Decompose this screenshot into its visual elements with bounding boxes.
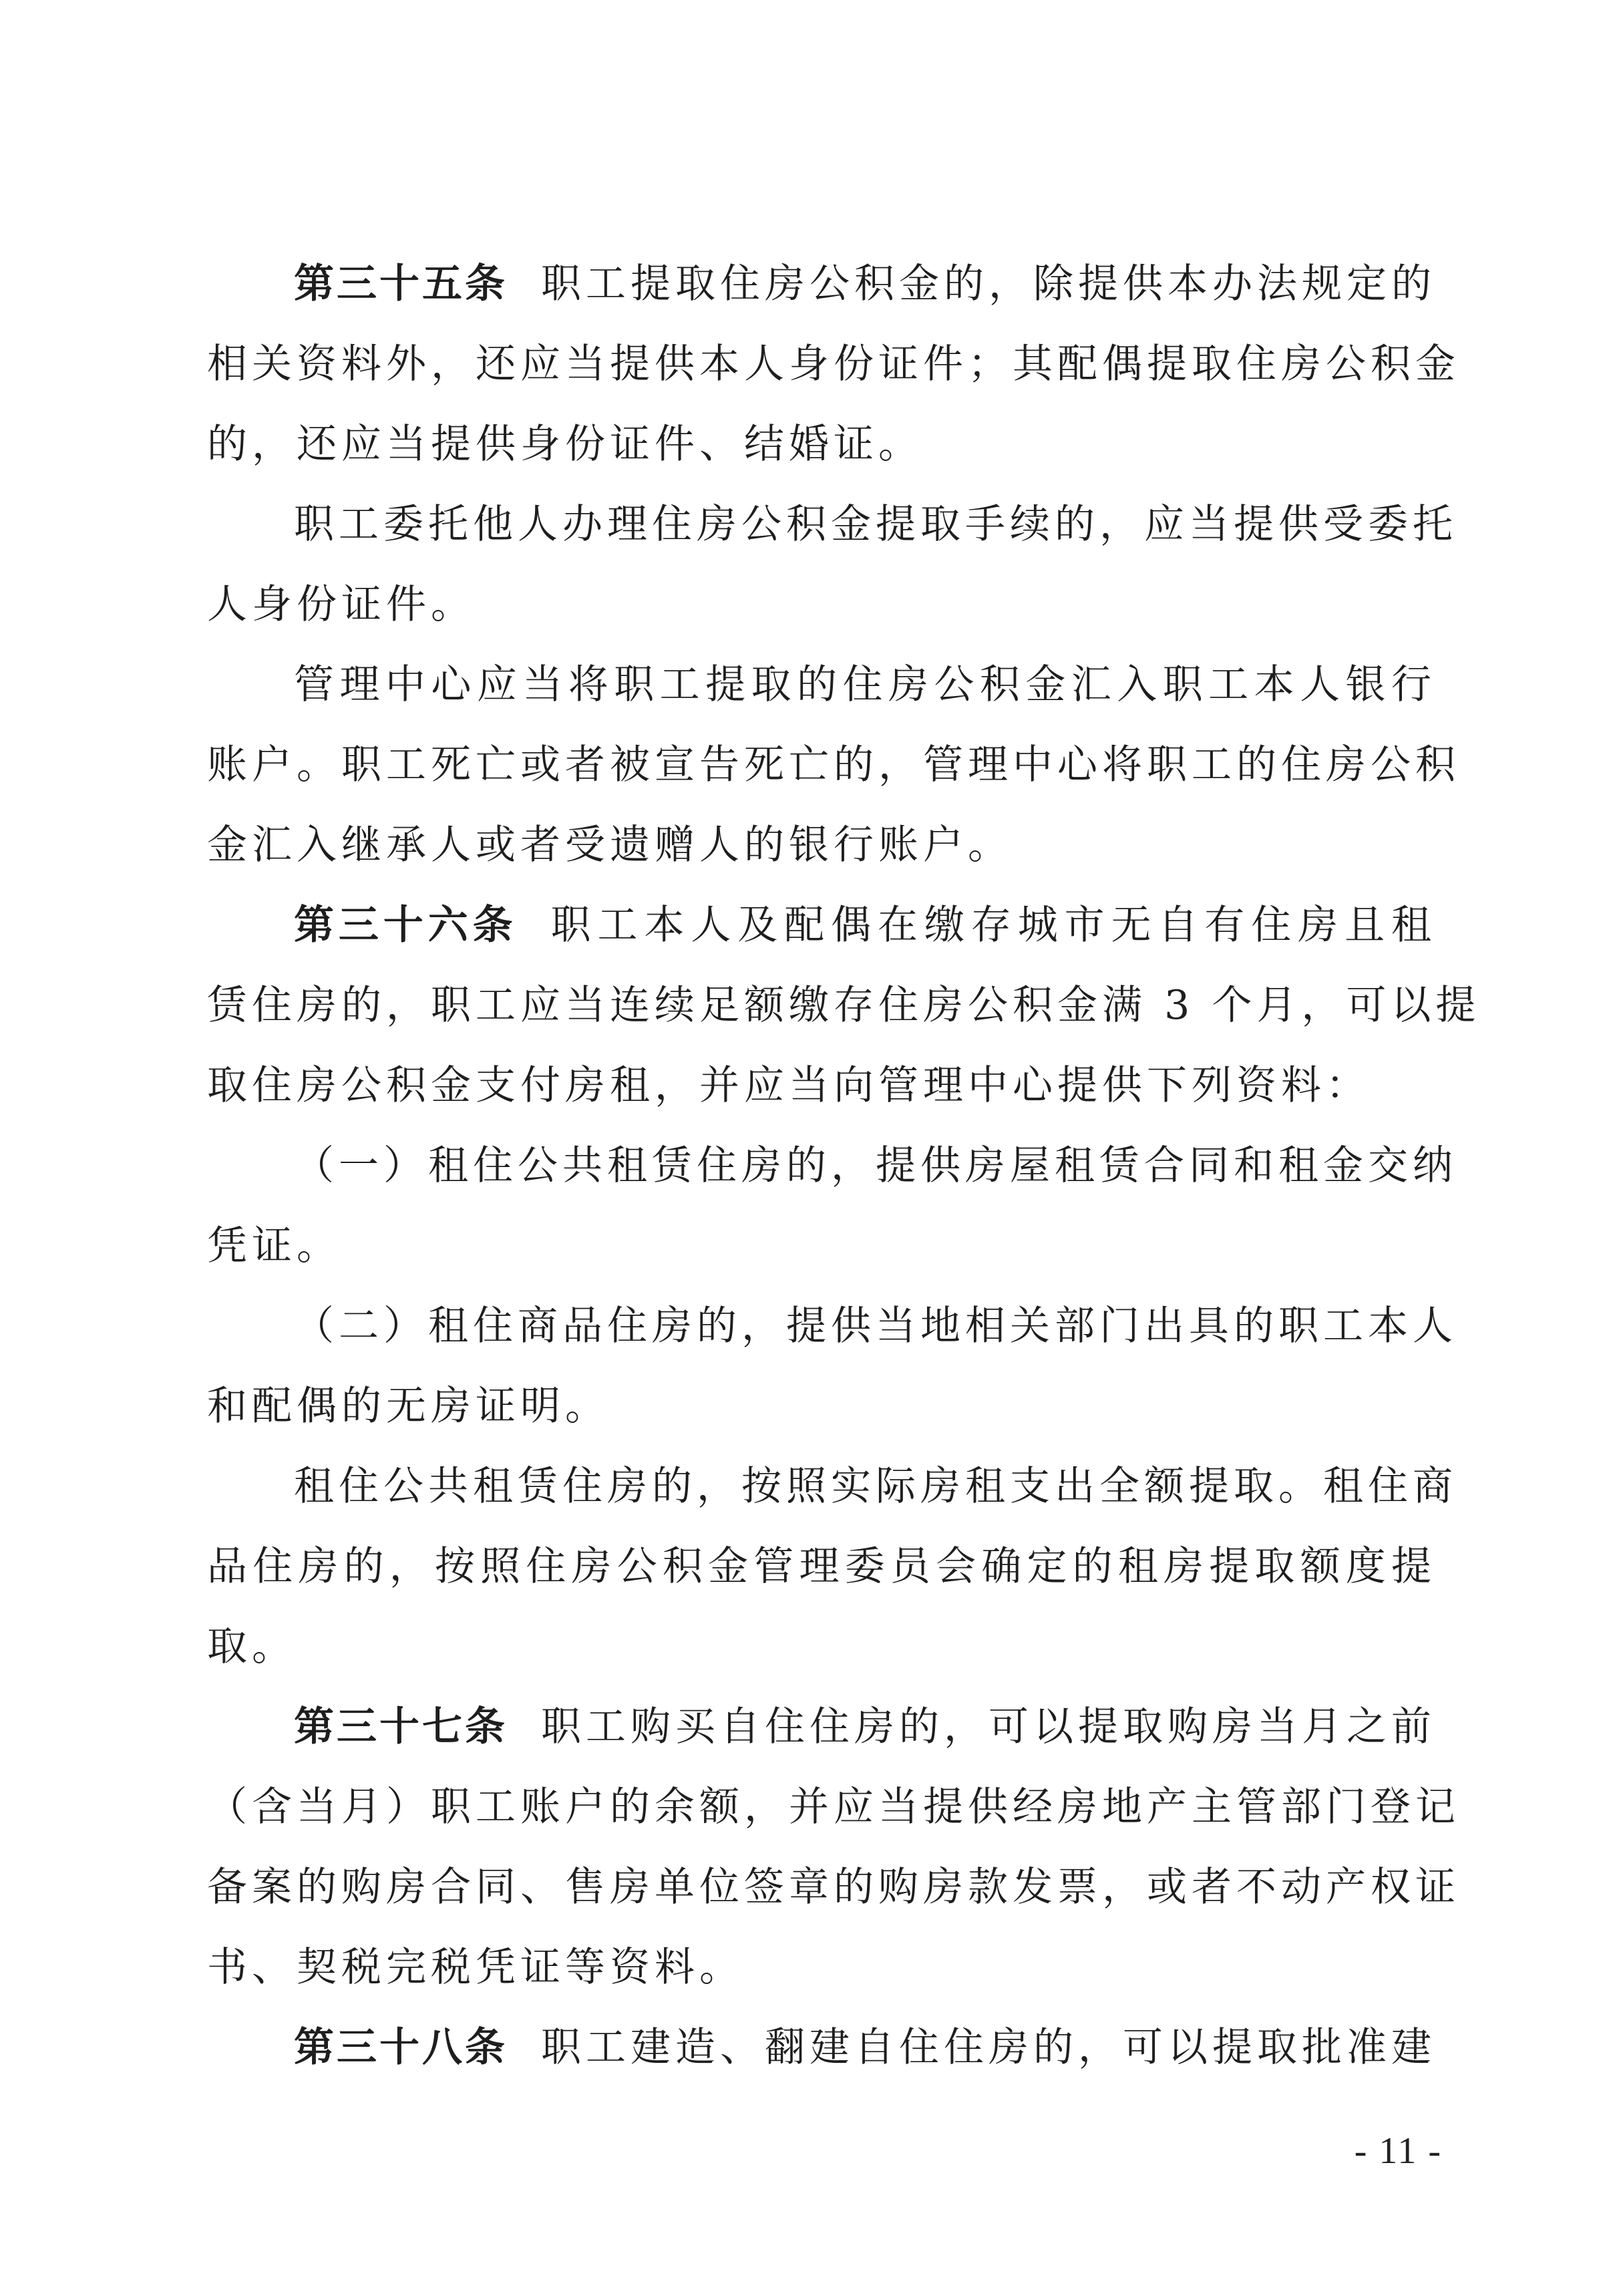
article-36-para-2-line-1: 租住公共租赁住房的，按照实际房租支出全额提取。租住商 — [294, 1463, 1457, 1510]
article-35-line-1 — [207, 244, 1436, 324]
article-35-text-1: 职工提取住房公积金的，除提供本办法规定的 — [541, 261, 1436, 307]
article-38-heading: 第三十八条 — [294, 2024, 508, 2071]
article-37-text-1: 职工购买自住住房的，可以提取购房当月之前 — [541, 1703, 1436, 1750]
article-36-line-2: 赁住房的，职工应当连续足额缴存住房公积金满 3 个月，可以提 — [207, 982, 1481, 1029]
article-35-para-2-line-1: 职工委托他人办理住房公积金提取手续的，应当提供受委托 — [294, 501, 1457, 548]
article-36-line-3: 取住房公积金支付房租，并应当向管理中心提供下列资料： — [207, 1062, 1371, 1109]
article-35-heading: 第三十五条 — [294, 261, 508, 307]
article-35-para-3-line-3: 金汇入继承人或者受遗赠人的银行账户。 — [207, 822, 1013, 868]
article-38-text-1: 职工建造、翻建自住住房的，可以提取批准建 — [541, 2024, 1436, 2071]
article-36-line-1 — [207, 885, 1436, 965]
article-37-heading: 第三十七条 — [294, 1703, 508, 1750]
article-37-line-2: （含当月）职工账户的余额，并应当提供经房地产主管部门登记 — [207, 1784, 1460, 1830]
article-35-para-3-line-2: 账户。职工死亡或者被宣告死亡的，管理中心将职工的住房公积 — [207, 742, 1460, 788]
page-number: - 11 - — [1354, 2130, 1442, 2172]
article-36-item-1-line-2: 凭证。 — [207, 1222, 341, 1269]
article-37-line-3: 备案的购房合同、售房单位签章的购房款发票，或者不动产权证 — [207, 1864, 1460, 1911]
article-35-para-2-line-2: 人身份证件。 — [207, 581, 476, 628]
article-38-line-1 — [207, 2007, 1436, 2088]
article-36-item-2-line-2: 和配偶的无房证明。 — [207, 1383, 610, 1430]
article-36-text-1: 职工本人及配偶在缴存城市无自有住房且租 — [550, 902, 1437, 949]
article-35-line-2: 相关资料外，还应当提供本人身份证件；其配偶提取住房公积金 — [207, 341, 1460, 387]
article-36-para-2-line-2: 品住房的，按照住房公积金管理委员会确定的租房提取额度提 — [207, 1543, 1436, 1590]
article-36-heading: 第三十六条 — [294, 902, 518, 949]
article-36-para-2-line-3: 取。 — [207, 1623, 297, 1670]
article-35-para-3-line-1: 管理中心应当将职工提取的住房公积金汇入职工本人银行 — [294, 661, 1436, 708]
article-37-line-4: 书、契税完税凭证等资料。 — [207, 1944, 744, 1991]
article-37-line-1 — [207, 1687, 1436, 1767]
article-36-item-2-line-1: （二）租住商品住房的，提供当地相关部门出具的职工本人 — [294, 1303, 1457, 1349]
article-35-line-3: 的，还应当提供身份证件、结婚证。 — [207, 421, 923, 468]
article-36-item-1-line-1: （一）租住公共租赁住房的，提供房屋租赁合同和租金交纳 — [294, 1142, 1457, 1189]
